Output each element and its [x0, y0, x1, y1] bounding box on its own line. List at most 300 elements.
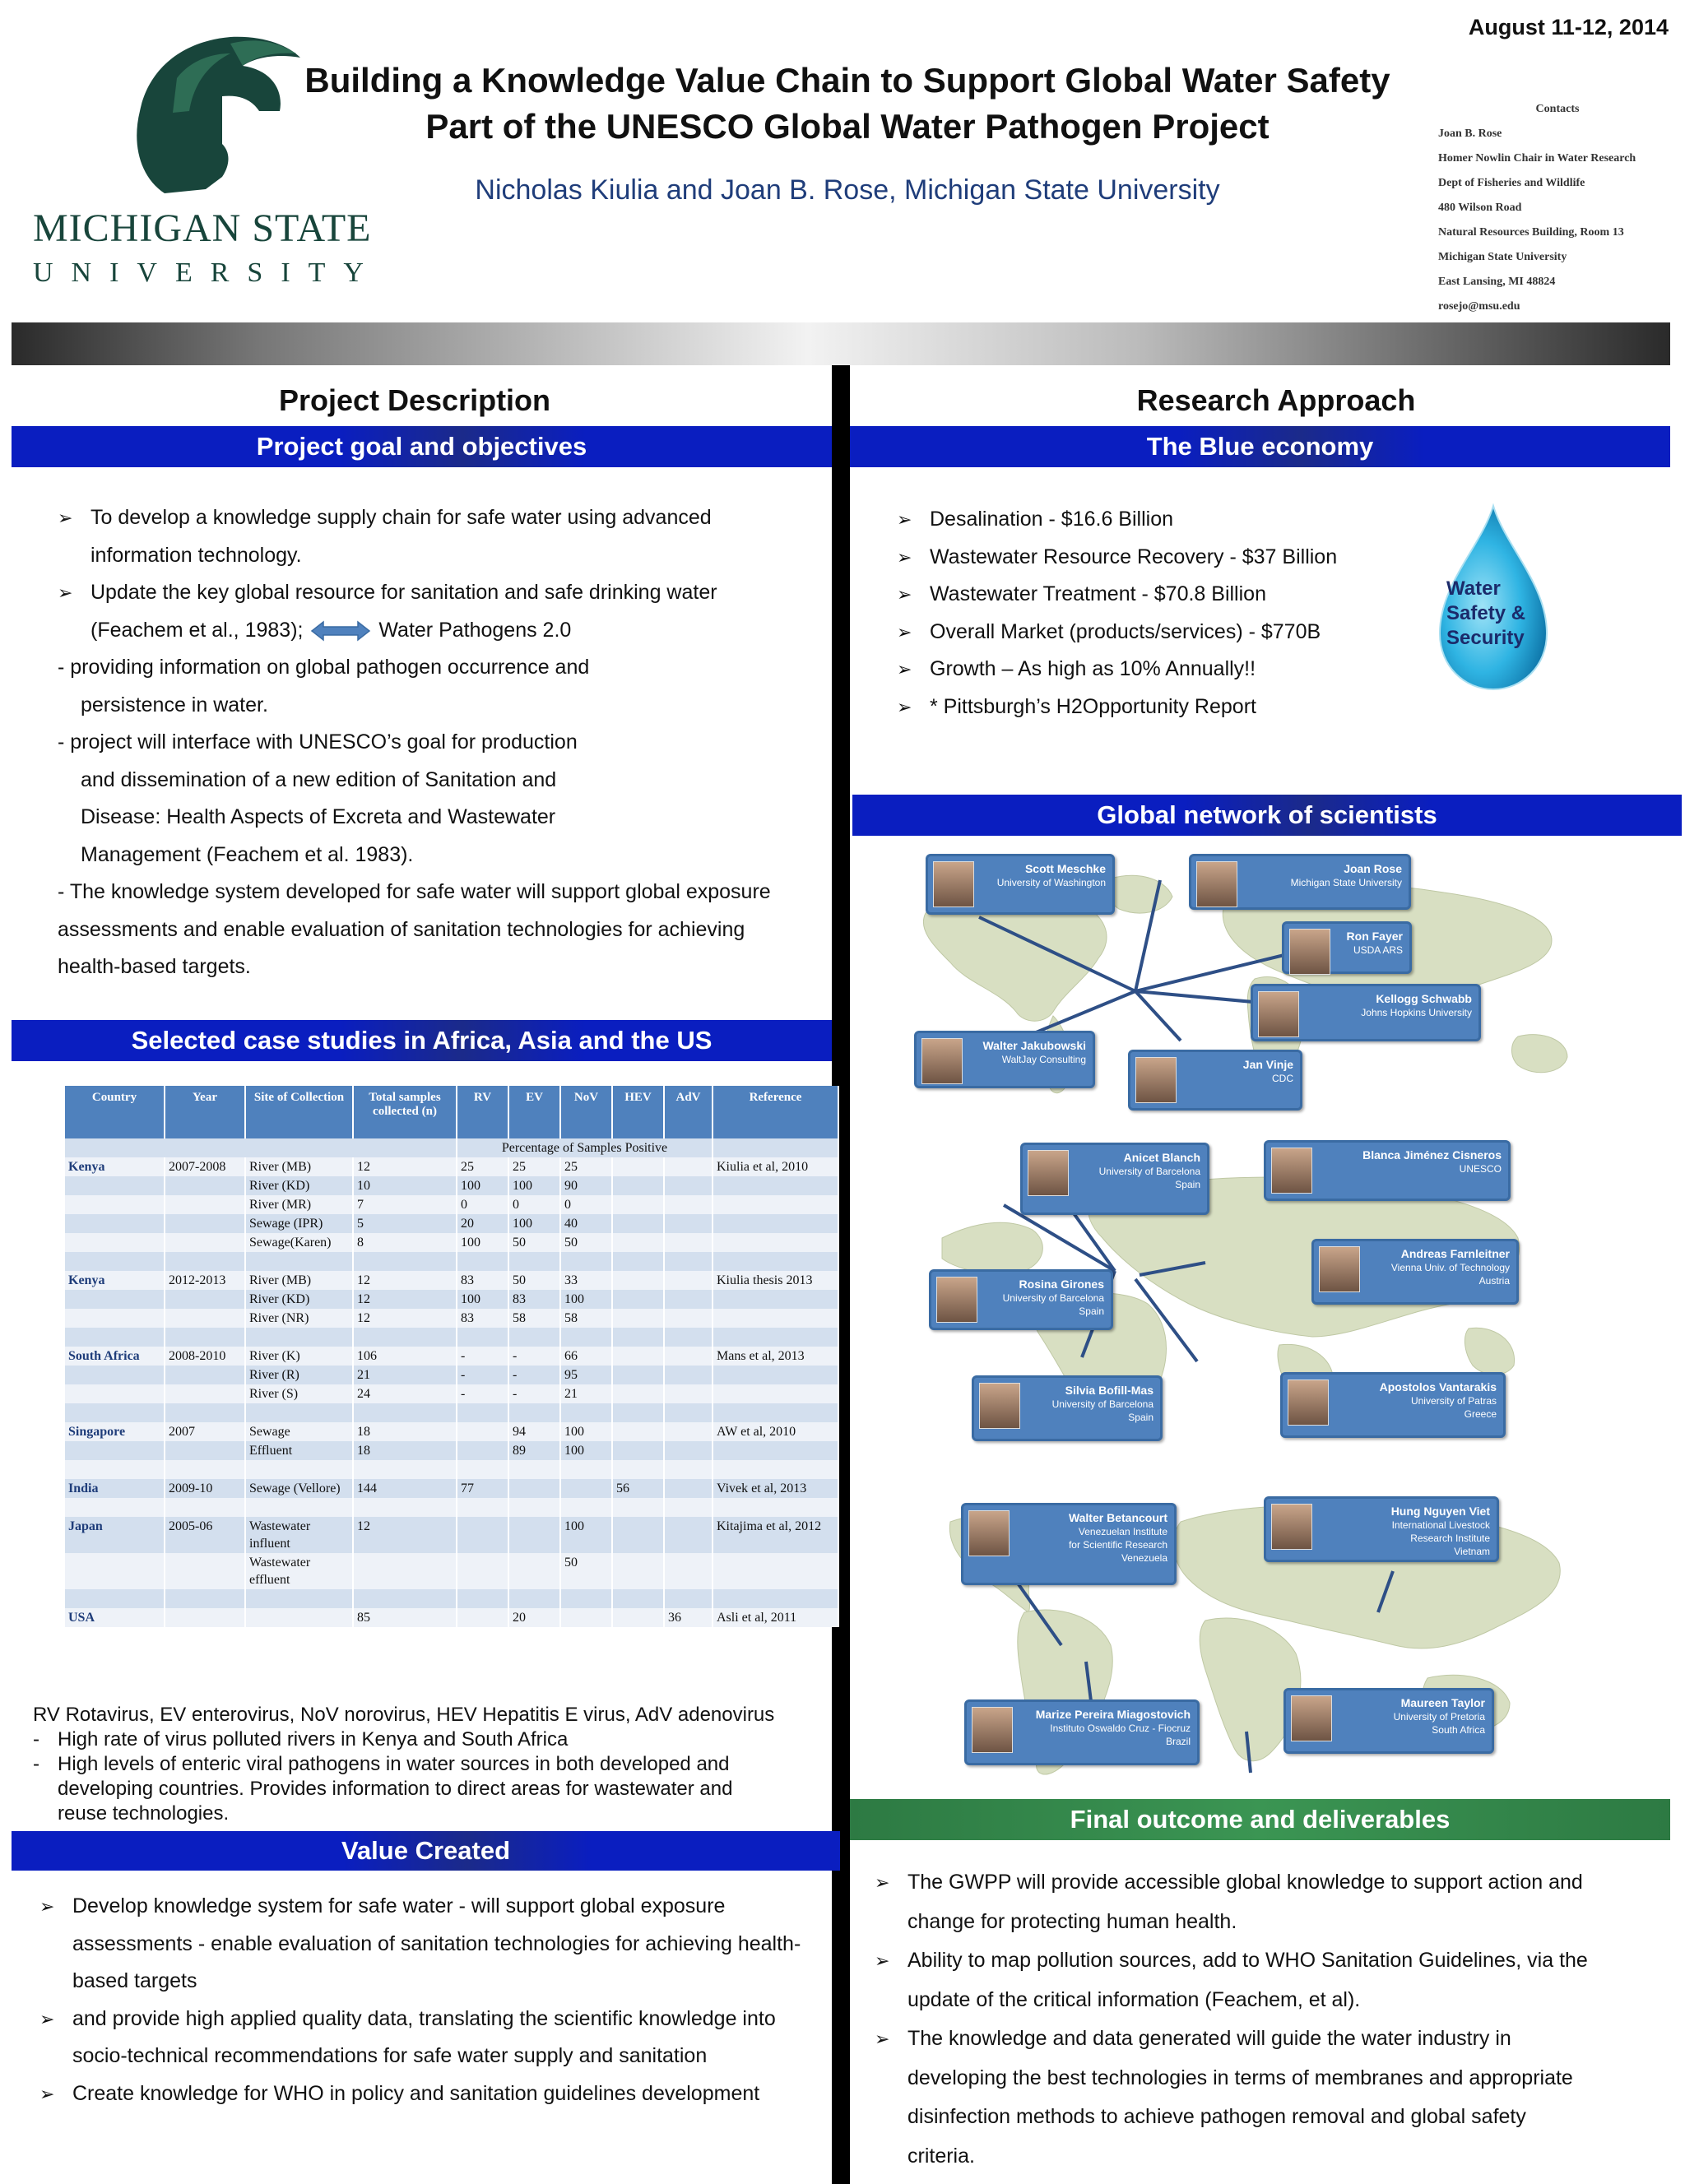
- scientist-name: Walter Betancourt: [1068, 1511, 1167, 1524]
- table-cell: Japan: [65, 1517, 165, 1553]
- table-cell: River (MR): [245, 1195, 353, 1214]
- table-cell: [560, 1328, 612, 1347]
- table-cell: [612, 1252, 664, 1271]
- final-text: update of the critical information (Feachem, et al).: [907, 1987, 1361, 2011]
- poster-authors: Nicholas Kiulia and Joan B. Rose, Michigan State University: [475, 174, 1220, 206]
- scientist-photo: [1271, 1504, 1312, 1550]
- table-row: [65, 1403, 838, 1422]
- table-cell: [508, 1252, 560, 1271]
- contact-line: Joan B. Rose: [1438, 128, 1502, 140]
- goal-text: Water Pathogens 2.0: [378, 618, 572, 642]
- table-cell: Kenya: [65, 1271, 165, 1290]
- table-cell: [65, 1460, 165, 1479]
- table-cell: [65, 1441, 165, 1460]
- table-cell: 77: [457, 1479, 508, 1498]
- value-text: assessments - enable evaluation of sanitation technologies for achieving health-: [72, 1931, 801, 1955]
- scientist-card: [929, 1269, 1113, 1330]
- goal-item: [58, 574, 823, 649]
- table-cell: [353, 1553, 457, 1589]
- table-cell: [353, 1252, 457, 1271]
- table-cell: [65, 1309, 165, 1328]
- table-cell: 100: [560, 1422, 612, 1441]
- table-cell: 0: [457, 1195, 508, 1214]
- table-row: [65, 1328, 838, 1347]
- final-text: disinfection methods to achieve pathogen removal and global safety: [907, 2105, 1526, 2128]
- scientist-card: [1282, 921, 1412, 974]
- spartan-helmet-icon: [107, 21, 304, 202]
- table-cell: [457, 1441, 508, 1460]
- table-cell: 58: [508, 1309, 560, 1328]
- table-cell: [664, 1290, 713, 1309]
- table-cell: Vivek et al, 2013: [713, 1479, 838, 1498]
- table-cell: [165, 1214, 245, 1233]
- table-cell: [612, 1347, 664, 1366]
- table-row: [65, 1252, 838, 1271]
- final-outcome-banner: Final outcome and deliverables: [850, 1799, 1670, 1840]
- table-body: [65, 1138, 838, 1627]
- table-cell: [65, 1384, 165, 1403]
- msu-university-wordmark: UNIVERSITY: [33, 257, 382, 288]
- contact-email: rosejo@msu.edu: [1438, 300, 1520, 313]
- table-header-cell: HEV: [612, 1086, 664, 1138]
- table-cell: [165, 1460, 245, 1479]
- goal-text: ➢ To develop a knowledge supply chain for safe water using advanced: [91, 506, 712, 529]
- table-cell: [664, 1214, 713, 1233]
- table-cell: [457, 1608, 508, 1627]
- goal-details: [58, 649, 823, 986]
- table-cell: [508, 1553, 560, 1589]
- value-item: [39, 1888, 829, 2001]
- value-item: [39, 2001, 829, 2075]
- table-cell: 58: [560, 1309, 612, 1328]
- scientist-photo: [933, 861, 974, 907]
- final-text: ➢ Ability to map pollution sources, add to WHO Sanitation Guidelines, via the: [907, 1949, 1588, 1972]
- table-cell: [713, 1290, 838, 1309]
- table-cell: [165, 1498, 245, 1517]
- table-cell: River (KD): [245, 1290, 353, 1309]
- table-cell: [713, 1309, 838, 1328]
- scientist-photo: [1258, 991, 1299, 1037]
- table-cell: 90: [560, 1176, 612, 1195]
- final-text: developing the best technologies in terms of membranes and appropriate: [907, 2066, 1573, 2089]
- table-cell: River (KD): [245, 1176, 353, 1195]
- contacts-block: [1438, 97, 1685, 319]
- table-cell: [165, 1589, 245, 1608]
- scientist-name: Jan Vinje: [1242, 1058, 1293, 1071]
- goal-detail-text: - project will interface with UNESCO’s goal for production: [58, 730, 578, 754]
- finding-line: - High levels of enteric viral pathogens in water sources in both developed and: [58, 1753, 730, 1775]
- scientist-affiliation: WaltJay Consulting: [1001, 1054, 1086, 1065]
- blue-economy-item: ➢ Wastewater Resource Recovery - $37 Billion: [897, 539, 1456, 577]
- table-cell: [165, 1309, 245, 1328]
- table-row: [65, 1366, 838, 1384]
- table-cell: 66: [560, 1347, 612, 1366]
- scientist-card: [1128, 1050, 1302, 1111]
- scientist-photo: [1028, 1150, 1069, 1196]
- table-header-cell: Site of Collection: [245, 1086, 353, 1138]
- table-cell: Wastewater influent: [245, 1517, 353, 1553]
- final-item: [875, 1941, 1664, 2019]
- table-cell: [65, 1553, 165, 1589]
- table-cell: 100: [457, 1176, 508, 1195]
- table-cell: Sewage(Karen): [245, 1233, 353, 1252]
- table-cell: [560, 1252, 612, 1271]
- table-cell: [612, 1290, 664, 1309]
- blue-economy-item: ➢ Growth – As high as 10% Annually!!: [897, 651, 1456, 689]
- value-text: based targets: [72, 1969, 197, 1992]
- table-header-cell: AdV: [664, 1086, 713, 1138]
- scientist-affiliation: Austria: [1478, 1275, 1510, 1287]
- table-cell: River (NR): [245, 1309, 353, 1328]
- table-row: [65, 1422, 838, 1441]
- table-cell: [457, 1517, 508, 1553]
- table-cell: 40: [560, 1214, 612, 1233]
- table-subheader-row: [65, 1138, 838, 1157]
- table-cell: Kitajima et al, 2012: [713, 1517, 838, 1553]
- scientist-affiliation: University of Pretoria: [1393, 1711, 1485, 1723]
- scientist-affiliation: Johns Hopkins University: [1361, 1007, 1472, 1018]
- table-cell: [457, 1553, 508, 1589]
- table-cell: [612, 1366, 664, 1384]
- table-cell: [612, 1328, 664, 1347]
- table-cell: [713, 1233, 838, 1252]
- table-cell: South Africa: [65, 1347, 165, 1366]
- poster-date: August 11-12, 2014: [1468, 15, 1669, 39]
- scientist-name: Blanca Jiménez Cisneros: [1362, 1148, 1502, 1162]
- table-row: [65, 1608, 838, 1627]
- table-cell: 50: [560, 1553, 612, 1589]
- table-cell: -: [508, 1366, 560, 1384]
- header-divider-bar: [12, 322, 1670, 365]
- table-cell: [65, 1290, 165, 1309]
- table-cell: [245, 1589, 353, 1608]
- table-cell: 2007: [165, 1422, 245, 1441]
- table-cell: -: [457, 1384, 508, 1403]
- table-cell: 18: [353, 1422, 457, 1441]
- table-cell: [713, 1553, 838, 1589]
- drop-label: Security: [1446, 627, 1525, 649]
- table-row: [65, 1441, 838, 1460]
- table-cell: [165, 1608, 245, 1627]
- case-studies-banner: Selected case studies in Africa, Asia and the US: [12, 1020, 832, 1061]
- table-cell: [457, 1252, 508, 1271]
- table-cell: 50: [508, 1271, 560, 1290]
- goal-detail-text: persistence in water.: [81, 693, 268, 716]
- final-item: [875, 1863, 1664, 1941]
- goal-detail-text: health-based targets.: [58, 955, 251, 978]
- scientist-affiliation: Greece: [1464, 1408, 1497, 1420]
- drop-label: Water: [1446, 577, 1501, 600]
- table-cell: 24: [353, 1384, 457, 1403]
- table-cell: Wastewater effluent: [245, 1553, 353, 1589]
- blue-economy-list: [897, 501, 1456, 726]
- msu-wordmark: MICHIGAN STATE: [33, 206, 372, 250]
- finding-line: reuse technologies.: [58, 1802, 230, 1825]
- table-row: [65, 1589, 838, 1608]
- table-cell: [353, 1589, 457, 1608]
- final-outcome-list: [875, 1863, 1664, 2176]
- scientist-name: Marize Pereira Miagostovich: [1035, 1708, 1191, 1721]
- value-text: socio-technical recommendations for safe water supply and sanitation: [72, 2044, 708, 2067]
- scientist-affiliation: University of Washington: [996, 877, 1106, 888]
- table-cell: [65, 1214, 165, 1233]
- table-header-cell: Country: [65, 1086, 165, 1138]
- table-cell: [245, 1498, 353, 1517]
- table-cell: 94: [508, 1422, 560, 1441]
- scientist-card: [1280, 1372, 1506, 1438]
- final-text: ➢ The GWPP will provide accessible global knowledge to support action and: [907, 1871, 1583, 1894]
- table-cell: AW et al, 2010: [713, 1422, 838, 1441]
- table-cell: [457, 1328, 508, 1347]
- project-description-heading: Project Description: [278, 383, 551, 417]
- table-cell: [664, 1252, 713, 1271]
- table-cell: 2005-06: [165, 1517, 245, 1553]
- table-row: [65, 1384, 838, 1403]
- table-header-cell: Reference: [713, 1086, 838, 1138]
- contact-line: Natural Resources Building, Room 13: [1438, 226, 1624, 239]
- table-cell: River (MB): [245, 1271, 353, 1290]
- table-cell: 0: [508, 1195, 560, 1214]
- goal-text-row: [91, 612, 823, 650]
- table-cell: [165, 1252, 245, 1271]
- scientist-card: [1189, 854, 1411, 910]
- blue-economy-item: ➢ Desalination - $16.6 Billion: [897, 501, 1456, 539]
- table-cell: 5: [353, 1214, 457, 1233]
- table-header-row: [65, 1086, 838, 1138]
- table-cell: 100: [508, 1176, 560, 1195]
- scientist-affiliation: Michigan State University: [1290, 877, 1402, 888]
- table-row: [65, 1233, 838, 1252]
- table-cell: [713, 1384, 838, 1403]
- table-cell: [65, 1403, 165, 1422]
- scientist-affiliation: University of Barcelona: [1002, 1292, 1104, 1304]
- table-cell: [165, 1176, 245, 1195]
- scientist-affiliation: University of Patras: [1410, 1395, 1497, 1407]
- table-cell: USA: [65, 1608, 165, 1627]
- table-cell: [65, 1498, 165, 1517]
- table-cell: [612, 1498, 664, 1517]
- table-cell: [664, 1347, 713, 1366]
- table-cell: [353, 1328, 457, 1347]
- scientist-affiliation: University of Barcelona: [1051, 1398, 1154, 1410]
- blue-economy-banner: The Blue economy: [850, 426, 1670, 467]
- table-cell: Effluent: [245, 1441, 353, 1460]
- scientist-affiliation: USDA ARS: [1353, 944, 1403, 956]
- table-cell: [353, 1403, 457, 1422]
- table-cell: [612, 1441, 664, 1460]
- scientist-photo: [936, 1277, 977, 1323]
- table-cell: Kenya: [65, 1157, 165, 1176]
- scientist-card: [1251, 984, 1481, 1041]
- contact-line: East Lansing, MI 48824: [1438, 276, 1556, 288]
- project-goal-banner: Project goal and objectives: [12, 426, 832, 467]
- blue-economy-item: ➢ Wastewater Treatment - $70.8 Billion: [897, 576, 1456, 614]
- table-cell: [612, 1233, 664, 1252]
- table-row: [65, 1195, 838, 1214]
- table-cell: [165, 1195, 245, 1214]
- final-text: ➢ The knowledge and data generated will guide the water industry in: [907, 2027, 1511, 2050]
- table-cell: 95: [560, 1366, 612, 1384]
- table-row: [65, 1517, 838, 1553]
- scientist-photo: [1289, 929, 1330, 975]
- table-cell: [664, 1460, 713, 1479]
- scientist-photo: [1135, 1057, 1177, 1103]
- table-cell: [560, 1498, 612, 1517]
- table-cell: [612, 1608, 664, 1627]
- scientist-affiliation: Vietnam: [1454, 1546, 1490, 1557]
- table-cell: [713, 1589, 838, 1608]
- table-cell: [165, 1366, 245, 1384]
- final-text: change for protecting human health.: [907, 1909, 1237, 1933]
- table-cell: 0: [560, 1195, 612, 1214]
- table-cell: [612, 1422, 664, 1441]
- table-cell: [457, 1403, 508, 1422]
- table-cell: 83: [457, 1271, 508, 1290]
- table-cell: 2008-2010: [165, 1347, 245, 1366]
- table-cell: [457, 1498, 508, 1517]
- table-cell: Sewage: [245, 1422, 353, 1441]
- scientist-photo: [1319, 1246, 1360, 1292]
- table-header-cell: RV: [457, 1086, 508, 1138]
- table-cell: [245, 1608, 353, 1627]
- scientist-affiliation: Venezuela: [1121, 1552, 1167, 1564]
- table-cell: [713, 1366, 838, 1384]
- table-cell: [165, 1403, 245, 1422]
- table-cell: River (MB): [245, 1157, 353, 1176]
- global-network-banner: Global network of scientists: [852, 795, 1682, 836]
- table-cell: Kiulia et al, 2010: [713, 1157, 838, 1176]
- scientist-affiliation: UNESCO: [1459, 1163, 1502, 1175]
- table-cell: [664, 1403, 713, 1422]
- virus-abbreviations: RV Rotavirus, EV enterovirus, NoV norovirus, HEV Hepatitis E virus, AdV adenovirus: [33, 1704, 775, 1726]
- scientist-card: [964, 1699, 1200, 1765]
- scientist-affiliation: Spain: [1128, 1412, 1154, 1423]
- table-cell: 8: [353, 1233, 457, 1252]
- table-cell: [165, 1384, 245, 1403]
- goal-detail-text: Disease: Health Aspects of Excreta and Wastewater: [81, 805, 556, 828]
- goal-detail-text: - The knowledge system developed for safe water will support global exposure: [58, 880, 771, 903]
- table-cell: India: [65, 1479, 165, 1498]
- table-cell: Mans et al, 2013: [713, 1347, 838, 1366]
- scientist-name: Joan Rose: [1344, 862, 1402, 875]
- table-header-cell: Year: [165, 1086, 245, 1138]
- table-cell: [165, 1290, 245, 1309]
- scientist-name: Scott Meschke: [1024, 862, 1106, 875]
- table-cell: 85: [353, 1608, 457, 1627]
- table-cell: [165, 1553, 245, 1589]
- table-cell: 2012-2013: [165, 1271, 245, 1290]
- contacts-heading: Contacts: [1535, 103, 1580, 115]
- table-cell: [664, 1422, 713, 1441]
- table-cell: [612, 1309, 664, 1328]
- table-cell: 36: [664, 1608, 713, 1627]
- table-cell: [713, 1138, 838, 1157]
- table-cell: [664, 1366, 713, 1384]
- final-text: criteria.: [907, 2144, 975, 2168]
- table-cell: 100: [560, 1441, 612, 1460]
- table-cell: 25: [560, 1157, 612, 1176]
- table-cell: [65, 1176, 165, 1195]
- scientist-card: [1311, 1239, 1519, 1305]
- table-cell: -: [508, 1347, 560, 1366]
- contact-line: Michigan State University: [1438, 251, 1567, 263]
- table-cell: [612, 1403, 664, 1422]
- table-row: [65, 1214, 838, 1233]
- scientist-name: Silvia Bofill-Mas: [1065, 1384, 1154, 1397]
- table-cell: Singapore: [65, 1422, 165, 1441]
- table-cell: [165, 1328, 245, 1347]
- scientist-photo: [921, 1038, 963, 1084]
- table-cell: 83: [508, 1290, 560, 1309]
- scientist-photo: [968, 1510, 1010, 1556]
- blue-economy-item: ➢ * Pittsburgh’s H2Opportunity Report: [897, 689, 1456, 726]
- scientist-photo: [1291, 1695, 1332, 1741]
- table-cell: [664, 1498, 713, 1517]
- scientist-name: Hung Nguyen Viet: [1390, 1505, 1490, 1518]
- table-cell: 7: [353, 1195, 457, 1214]
- table-cell: [612, 1195, 664, 1214]
- table-cell: 83: [457, 1309, 508, 1328]
- table-cell: 25: [457, 1157, 508, 1176]
- table-cell: [713, 1328, 838, 1347]
- table-cell: 106: [353, 1347, 457, 1366]
- table-cell: 12: [353, 1517, 457, 1553]
- table-cell: [560, 1460, 612, 1479]
- table-cell: [245, 1460, 353, 1479]
- table-cell: -: [457, 1347, 508, 1366]
- table-cell: [612, 1589, 664, 1608]
- table-cell: 100: [560, 1517, 612, 1553]
- project-goals-list: [58, 499, 823, 649]
- table-cell: [560, 1608, 612, 1627]
- table-cell: 21: [353, 1366, 457, 1384]
- scientist-affiliation: Research Institute: [1410, 1533, 1490, 1544]
- table-cell: [664, 1271, 713, 1290]
- scientist-affiliation: CDC: [1272, 1073, 1293, 1084]
- table-cell: River (R): [245, 1366, 353, 1384]
- table-cell: [664, 1176, 713, 1195]
- goal-detail-text: - providing information on global pathogen occurrence and: [58, 656, 590, 679]
- table-cell: [560, 1403, 612, 1422]
- table-cell: -: [508, 1384, 560, 1403]
- goal-text: information technology.: [91, 543, 302, 567]
- scientist-affiliation: International Livestock: [1391, 1519, 1490, 1531]
- table-cell: [612, 1517, 664, 1553]
- table-header-cell: EV: [508, 1086, 560, 1138]
- table-row: [65, 1498, 838, 1517]
- table-cell: 20: [508, 1608, 560, 1627]
- table-cell: 100: [457, 1233, 508, 1252]
- table-cell: 56: [612, 1479, 664, 1498]
- scientist-photo: [1271, 1148, 1312, 1194]
- table-cell: Asli et al, 2011: [713, 1608, 838, 1627]
- scientist-name: Walter Jakubowski: [982, 1039, 1086, 1052]
- table-cell: 89: [508, 1441, 560, 1460]
- table-cell: [664, 1384, 713, 1403]
- table-cell: [508, 1498, 560, 1517]
- drop-label: Safety &: [1446, 602, 1526, 624]
- scientist-name: Andreas Farnleitner: [1400, 1247, 1510, 1260]
- table-cell: [612, 1157, 664, 1176]
- table-cell: 2009-10: [165, 1479, 245, 1498]
- scientist-affiliation: Spain: [1079, 1305, 1104, 1317]
- table-cell: [353, 1498, 457, 1517]
- table-cell: [664, 1441, 713, 1460]
- scientist-affiliation: Vienna Univ. of Technology: [1390, 1262, 1510, 1273]
- scientist-photo: [1196, 861, 1237, 907]
- table-cell: [664, 1309, 713, 1328]
- table-cell: [664, 1233, 713, 1252]
